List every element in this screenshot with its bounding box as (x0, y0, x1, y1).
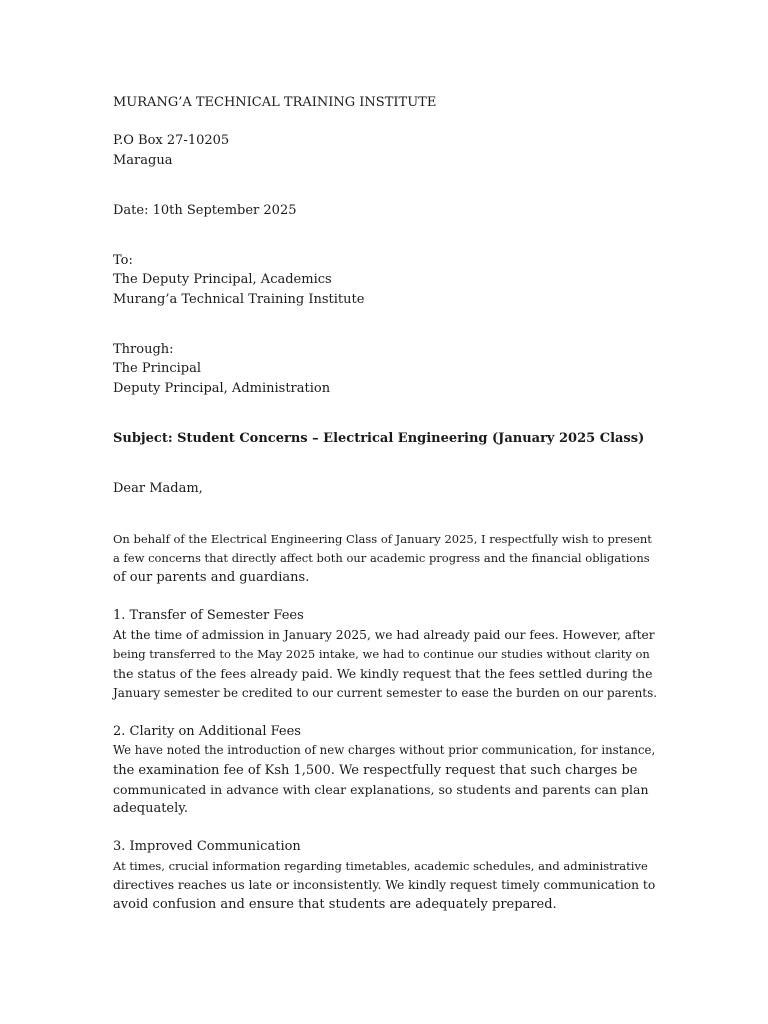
concern-title: 1. Transfer of Semester Fees (113, 608, 304, 624)
letter-subject: Subject: Student Concerns – Electrical Engineering (January 2025 Class) (113, 430, 645, 446)
concern-transfer-fees (113, 606, 658, 702)
concern-line: the examination fee of Ksh 1,500. We respectfully request that such charges be (113, 762, 638, 778)
to-heading: To: (113, 253, 133, 269)
sender-block (113, 93, 658, 170)
recipient-block (113, 251, 658, 309)
concern-line: being transferred to the May 2025 intake, we had to continue our studies without clarity on (113, 647, 650, 662)
through-second: Deputy Principal, Administration (113, 380, 331, 396)
intro-line: On behalf of the Electrical Engineering Class of January 2025, I respectfully wish to present (113, 531, 652, 546)
concern-line: January semester be credited to our current semester to ease the burden on our parents. (113, 685, 658, 700)
concern-line: directives reaches us late or inconsistently. We kindly request timely communication to (113, 878, 656, 893)
concern-line: At the time of admission in January 2025, we had already paid our fees. However, after (113, 627, 655, 642)
concern-line: avoid confusion and ensure that students are adequately prepared. (113, 897, 557, 913)
concern-communication (113, 837, 658, 914)
sender-town: Maragua (113, 152, 173, 168)
recipient-institution: Murang’a Technical Training Institute (113, 291, 365, 307)
intro-line: of our parents and guardians. (113, 570, 310, 586)
concern-line: adequately. (113, 801, 189, 817)
salutation: Dear Madam, (113, 481, 203, 497)
concern-title: 2. Clarity on Additional Fees (113, 723, 301, 739)
sender-institution: MURANG’A TECHNICAL TRAINING INSTITUTE (113, 95, 437, 110)
recipient-name: The Deputy Principal, Academics (113, 272, 332, 288)
concern-line: At times, crucial information regarding timetables, academic schedules, and administrative (113, 858, 648, 873)
through-heading: Through: (113, 342, 174, 358)
letter-date: Date: 10th September 2025 (113, 202, 297, 218)
concern-title: 3. Improved Communication (113, 839, 301, 855)
concern-line: We have noted the introduction of new charges without prior communication, for instance, (113, 743, 656, 758)
concern-additional-fees (113, 722, 658, 818)
sender-po-box: P.O Box 27-10205 (113, 133, 230, 149)
concern-line: communicated in advance with clear explanations, so students and parents can plan (113, 781, 649, 797)
intro-line: a few concerns that directly affect both our academic progress and the financial obligations (113, 550, 650, 565)
letter-page (113, 93, 658, 915)
concern-line: the status of the fees already paid. We kindly request that the fees settled during the (113, 666, 653, 682)
intro-paragraph (113, 530, 658, 588)
through-block (113, 340, 658, 398)
through-first: The Principal (113, 361, 202, 377)
